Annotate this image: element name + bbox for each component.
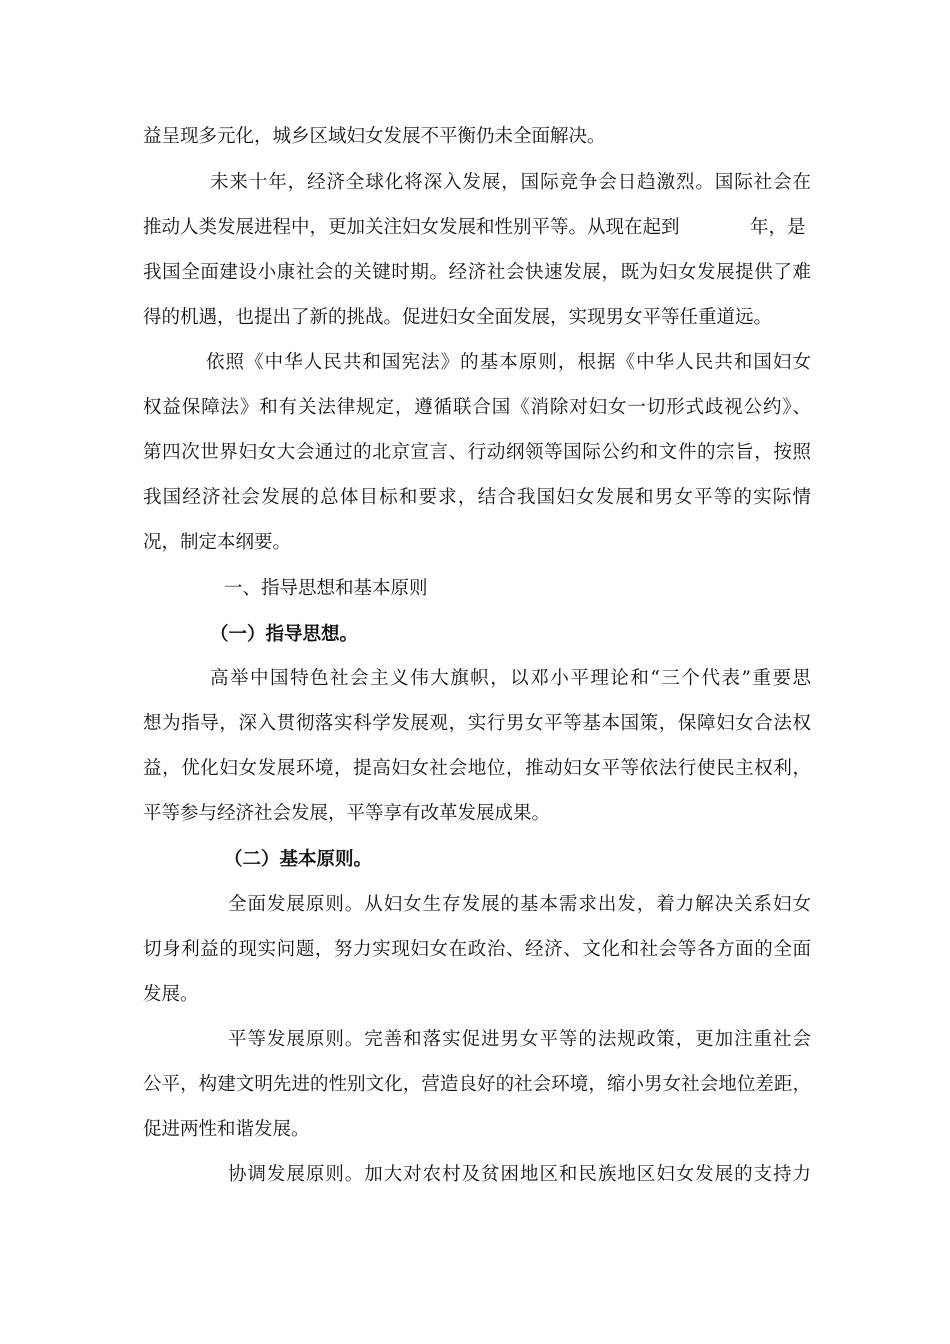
text-line: 平等参与经济社会发展，平等享有改革发展成果。 [143, 803, 551, 824]
text-line: 况，制定本纲要。 [143, 532, 292, 553]
text-line: 权益保障法》和有关法律规定，遵循联合国《消除对妇女一切形式歧视公约》、 [143, 397, 811, 418]
text-line: 依照《中华人民共和国宪法》的基本原则，根据《中华人民共和国妇女 [206, 352, 811, 373]
text-line: 我国全面建设小康社会的关键时期。经济社会快速发展，既为妇女发展提供了难 [143, 262, 811, 283]
text-line: 公平，构建文明先进的性别文化，营造良好的社会环境，缩小男女社会地位差距， [143, 1074, 811, 1095]
text-line: 年，是 [750, 217, 806, 238]
text-line: 切身利益的现实问题，努力实现妇女在政治、经济、文化和社会等各方面的全面 [143, 939, 811, 960]
subsection-heading: （一）指导思想。 [210, 624, 359, 645]
text-line: 推动人类发展进程中，更加关注妇女发展和性别平等。从现在起到 [143, 217, 680, 238]
text-line: 益，优化妇女发展环境，提高妇女社会地位，推动妇女平等依法行使民主权利， [143, 758, 811, 779]
text-line: 我国经济社会发展的总体目标和要求，结合我国妇女发展和男女平等的实际情 [143, 487, 811, 508]
text-line: 协调发展原则。加大对农村及贫困地区和民族地区妇女发展的支持力 [228, 1164, 811, 1185]
text-line: 第四次世界妇女大会通过的北京宣言、行动纲领等国际公约和文件的宗旨，按照 [143, 442, 811, 463]
text-line: 促进两性和谐发展。 [143, 1119, 310, 1140]
text-line: 发展。 [143, 984, 199, 1005]
text-line: 得的机遇，也提出了新的挑战。促进妇女全面发展，实现男女平等任重道远。 [143, 307, 773, 328]
text-line: 高举中国特色社会主义伟大旗帜，以邓小平理论和“三个代表”重要思 [210, 668, 811, 689]
text-line: 平等发展原则。完善和落实促进男女平等的法规政策，更加注重社会 [228, 1029, 811, 1050]
text-line: 未来十年，经济全球化将深入发展，国际竞争会日趋激烈。国际社会在 [210, 172, 811, 193]
text-line: 益呈现多元化，城乡区域妇女发展不平衡仍未全面解决。 [143, 126, 606, 147]
text-line: 全面发展原则。从妇女生存发展的基本需求出发，着力解决关系妇女 [228, 894, 811, 915]
text-line: 想为指导，深入贯彻落实科学发展观，实行男女平等基本国策，保障妇女合法权 [143, 713, 811, 734]
section-heading: 一、指导思想和基本原则 [224, 578, 428, 599]
subsection-heading: （二）基本原则。 [224, 849, 373, 870]
